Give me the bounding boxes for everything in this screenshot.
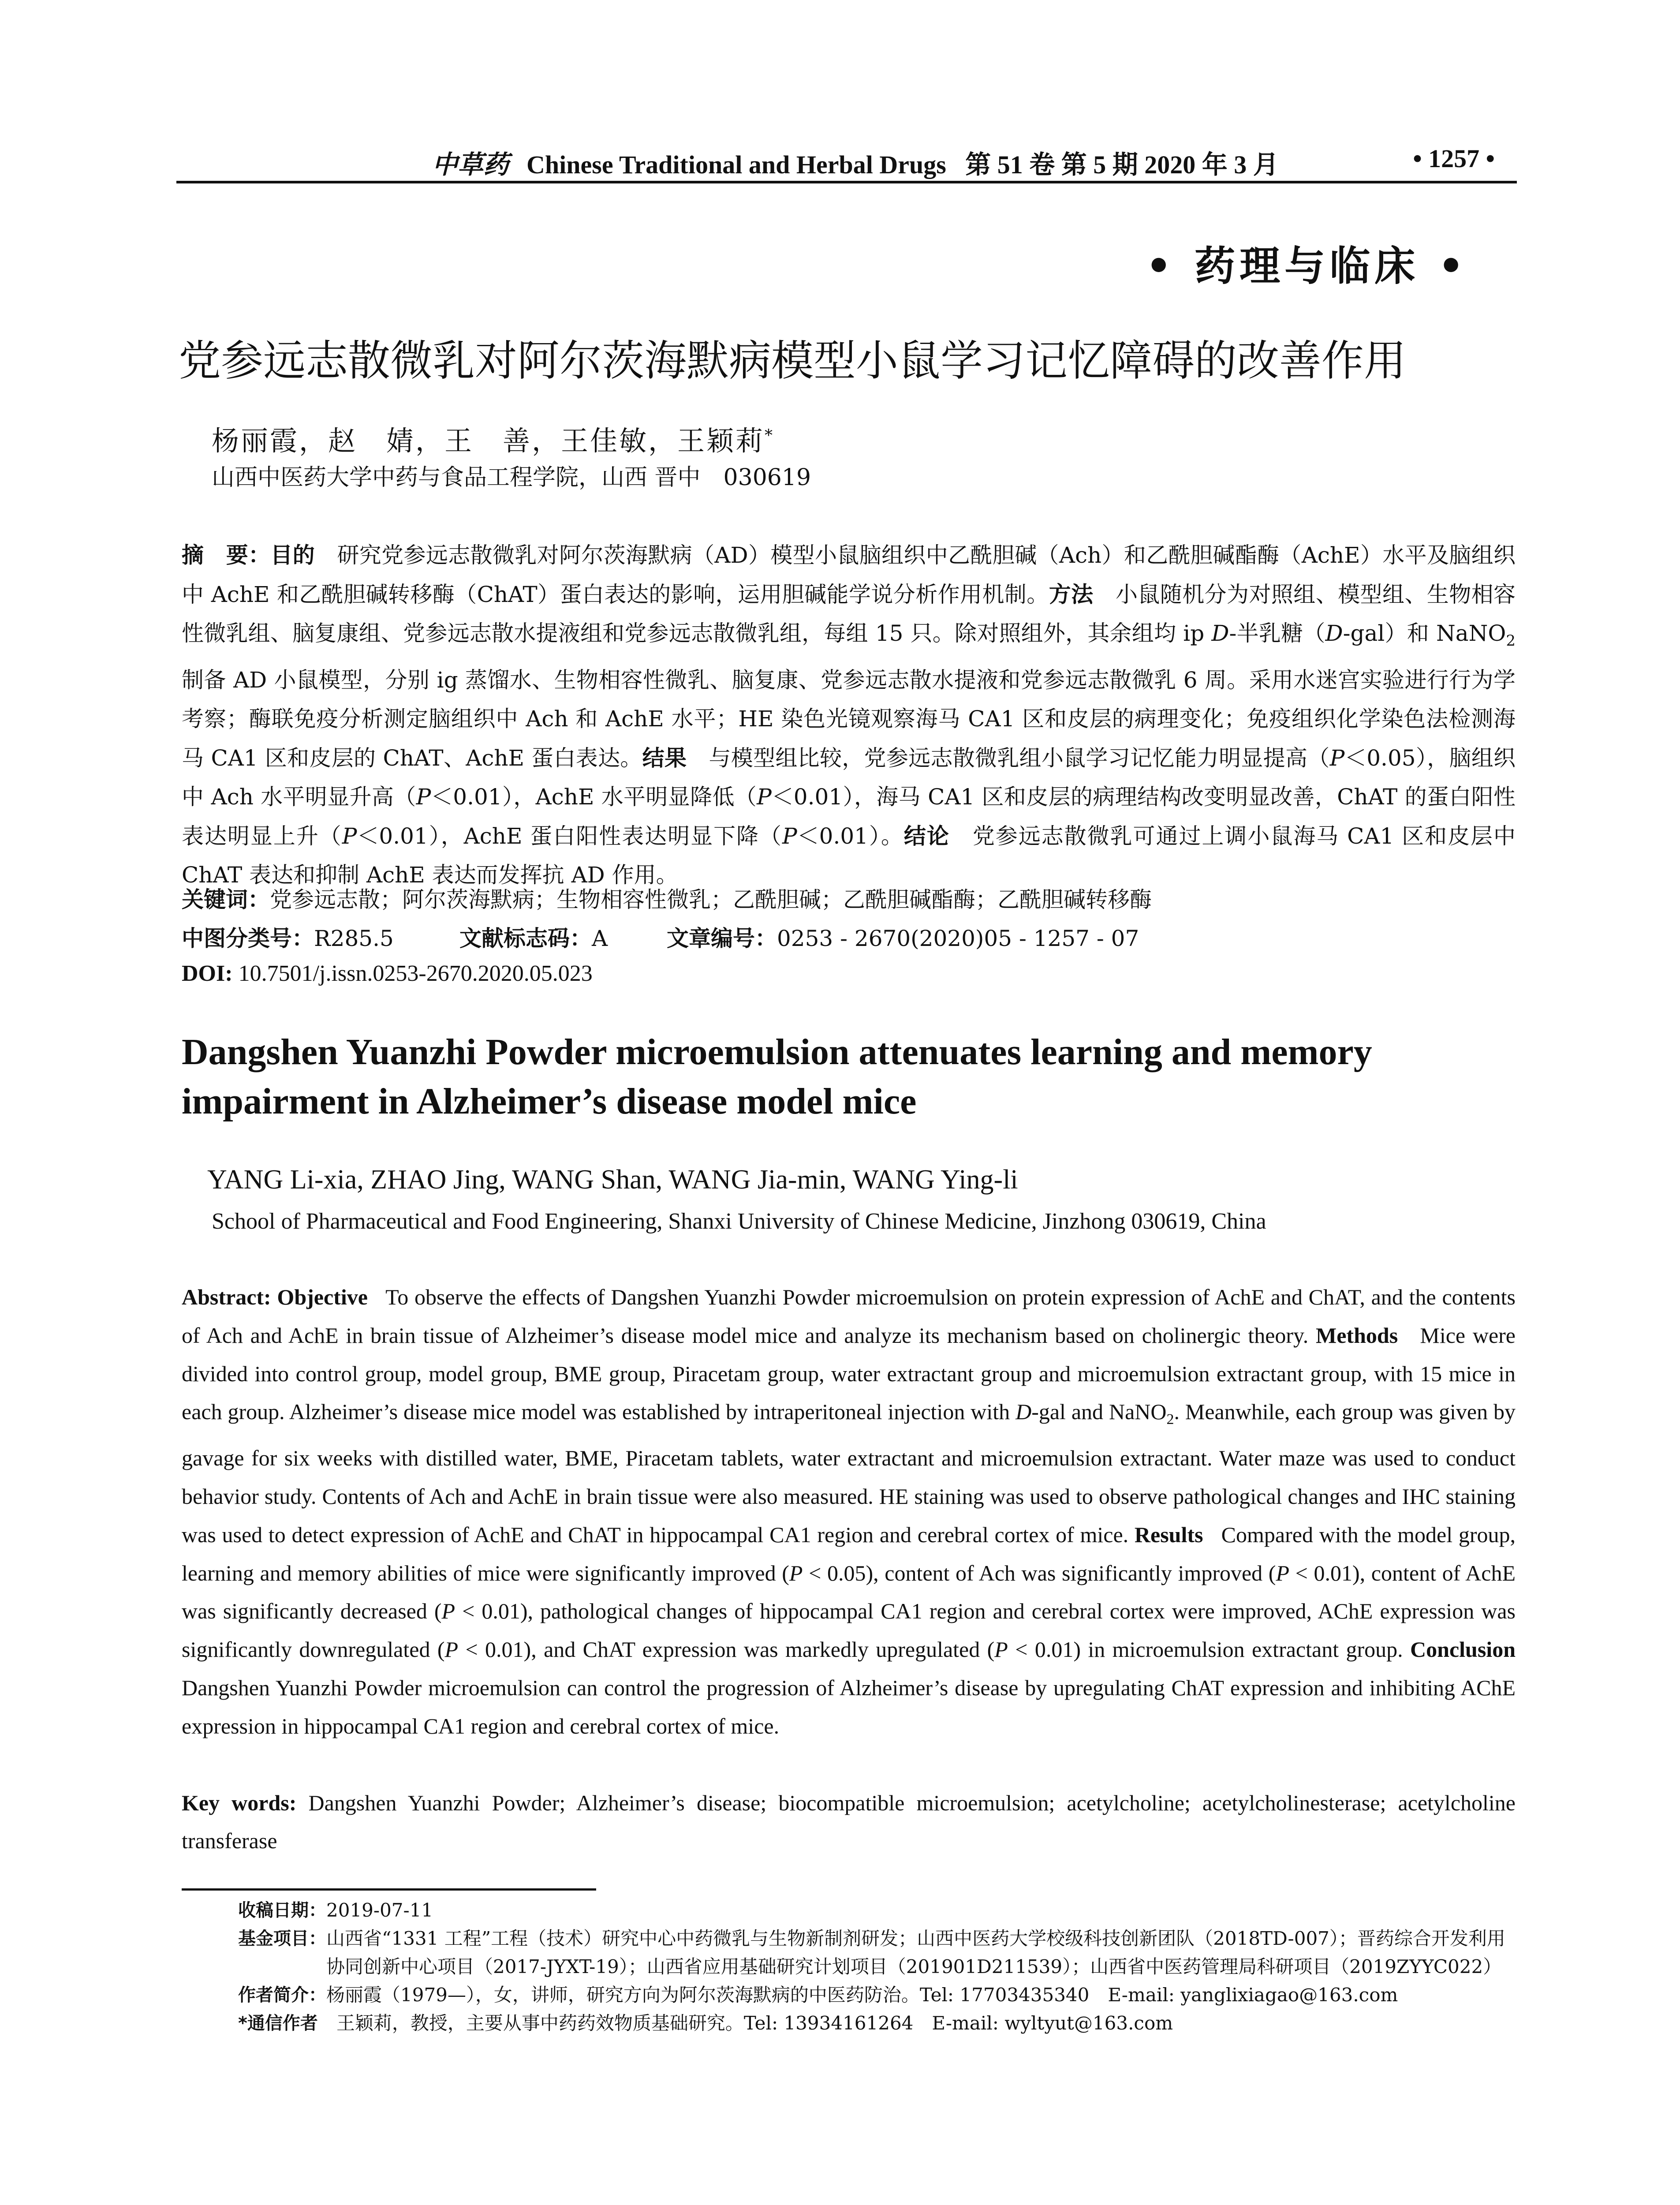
results-cn-6: ＜0.01）。 [797, 823, 904, 849]
article-number-label: 文章编号： [667, 926, 777, 951]
clc-label: 中图分类号： [182, 926, 314, 951]
results-en-2: < 0.05), content of Ach was significantly improved ( [803, 1560, 1276, 1585]
affiliation-en: School of Pharmaceutical and Food Engineering, Shanxi University of Chinese Medicine, Jinzhong 030619, China [212, 1209, 1266, 1234]
methods-cn-label: 方法 [1049, 581, 1094, 607]
footnote-label: 收稿日期： [238, 1900, 326, 1921]
keywords-en-label: Key words: [182, 1790, 297, 1815]
footnote-corresponding [238, 2009, 1517, 2037]
results-cn-3: ＜0.01），AchE 水平明显降低（ [431, 784, 757, 810]
article-number-value: 0253 - 2670(2020)05 - 1257 - 07 [777, 926, 1139, 951]
methods-cn-2: -半乳糖（ [1229, 620, 1325, 646]
journal-logo: 中草药 [432, 149, 509, 179]
abstract-en-label: Abstract: Objective [182, 1285, 368, 1309]
footnote-text: 杨丽霞（1979—），女，讲师，研究方向为阿尔茨海默病的中医药防治。Tel: 17703435340 E-mail: yanglixiagao@163.com [326, 1984, 1398, 2006]
methods-en-3: . Meanwhile, each group was given by gavage for six weeks with distilled water, BME, Piracetam tablets, water extractant and microemulsion extractant. Water maze was used to conduct behavior study. Contents of Ach and AchE in brain tissue were also measured. HE staining was used to observe pathological changes and IHC staining was used to detect expression of AchE and ChAT in hippocampal CA1 region and cerebral cortex of mice. [182, 1399, 1516, 1547]
dgal-italic-2: D [1325, 620, 1343, 646]
p-italic: P [416, 784, 431, 810]
keywords-en-text: Dangshen Yuanzhi Powder; Alzheimer’s disease; biocompatible microemulsion; acetylcholine; acetylcholinesterase; acetylcholine transferase [182, 1790, 1516, 1853]
journal-line: Chinese Traditional and Herbal Drugs 第 51 卷 第 5 期 2020 年 3 月 [526, 150, 1279, 179]
abstract-cn-label: 摘 要： [182, 542, 271, 568]
objective-cn: 研究党参远志散微乳对阿尔茨海默病（AD）模型小鼠脑组织中乙酰胆碱（Ach）和乙酰胆碱酯酶（AchE）水平及脑组织中 AchE 和乙酰胆碱转移酶（ChAT）蛋白表达的影响，运用胆碱能学说分析作用机制。 [182, 542, 1516, 607]
section-label: • 药理与临床 • [1146, 242, 1468, 290]
footnote-text: 2019-07-11 [326, 1899, 433, 1921]
authors-en: YANG Li-xia, ZHAO Jing, WANG Shan, WANG Jia-min, WANG Ying-li [207, 1165, 1018, 1195]
footnotes [238, 1896, 1517, 2037]
footnote-label: 基金项目： [238, 1928, 326, 1949]
results-cn-label: 结果 [642, 745, 687, 771]
footnote-text: 山西省“1331 工程”工程（技术）研究中心中药微乳与生物新制剂研发；山西中医药大学校级科技创新团队（2018TD-007）；晋药综合开发利用协同创新中心项目（2017-JYXT-19）；山西省应用基础研究计划项目（201901D211539）；山西省中医药管理局科研项目（2019ZYYC022） [326, 1928, 1505, 1977]
doc-code-label: 文献标志码： [459, 926, 592, 951]
p-italic: P [1329, 745, 1345, 771]
corresponding-mark: * [765, 426, 775, 445]
footnote-label: *通信作者 [238, 2013, 318, 2033]
affiliation-cn: 山西中医药大学中药与食品工程学院，山西 晋中 030619 [212, 464, 811, 491]
results-cn-2: ＜0.05），脑组织中 Ach 水平明显升高（ [182, 745, 1516, 810]
p-italic-en: P [444, 1637, 459, 1662]
dgal-italic-1: D [1211, 620, 1229, 646]
footnote-author-bio [238, 1981, 1517, 2009]
results-cn-1: 与模型组比较，党参远志散微乳组小鼠学习记忆能力明显提高（ [687, 745, 1330, 771]
p-italic-en: P [1276, 1560, 1290, 1585]
results-cn-4: ＜0.01），海马 CA1 区和皮层的病理结构改变明显改善，ChAT 的蛋白阳性表达明显上升（ [182, 784, 1516, 849]
footnote-label: 作者简介： [238, 1985, 326, 2005]
title-cn: 党参远志散微乳对阿尔茨海默病模型小鼠学习记忆障碍的改善作用 [179, 336, 1406, 385]
keywords-cn-label: 关键词： [182, 887, 270, 912]
p-italic-en: P [994, 1637, 1008, 1662]
keywords-cn [182, 882, 1516, 914]
keywords-cn-text: 党参远志散；阿尔茨海默病；生物相容性微乳；乙酰胆碱；乙酰胆碱酯酶；乙酰胆碱转移酶 [270, 887, 1152, 912]
d-italic: D [1015, 1399, 1032, 1424]
conclusion-cn-label: 结论 [903, 823, 950, 849]
methods-en-2: -gal and NaNO [1031, 1399, 1167, 1424]
methods-en-1: Mice were divided into control group, model group, BME group, Piracetam group, water extractant group and microemulsion extractant group, with 15 mice in each group. Alzheimer’s disease mice model was established by intraperitoneal injection with [182, 1323, 1521, 1424]
running-header [176, 141, 1517, 183]
classification-line [182, 921, 1516, 953]
footnote-funding [238, 1925, 1517, 1981]
results-en-1: Compared with the model group, learning and memory abilities of mice were significantly improved ( [182, 1522, 1521, 1585]
doc-code-value: A [592, 926, 608, 951]
conclusion-en: Dangshen Yuanzhi Powder microemulsion can control the progression of Alzheimer’s disease by upregulating ChAT expression and inhibiting AChE expression in hippocampal CA1 region and cerebral cortex of mice. [182, 1637, 1532, 1738]
doi-line [182, 960, 593, 987]
results-en-6: < 0.01) in microemulsion extractant group. [1008, 1637, 1411, 1662]
nano2-subscript: 2 [1506, 632, 1516, 650]
doi-label: DOI: [182, 961, 233, 986]
title-en: Dangshen Yuanzhi Powder microemulsion attenuates learning and memory impairment in Alzheimer’s disease model mice [182, 1031, 1372, 1122]
clc-value: R285.5 [314, 926, 394, 951]
nano2-subscript-en: 2 [1166, 1411, 1174, 1428]
authors-cn [212, 419, 774, 458]
p-italic: P [342, 823, 357, 849]
results-cn-5: ＜0.01），AchE 蛋白阳性表达明显下降（ [357, 823, 782, 849]
abstract-en [182, 1278, 1532, 1745]
authors-cn-names: 杨丽霞，赵 婧，王 善，王佳敏，王颖莉 [212, 425, 765, 457]
page-number: • 1257 • [1413, 144, 1495, 173]
results-en-5: < 0.01), and ChAT expression was markedly upregulated ( [458, 1637, 995, 1662]
results-en-3: < 0.01), content of AchE was significantly decreased ( [182, 1560, 1516, 1624]
results-en-label: Results [1134, 1522, 1203, 1547]
conclusion-en-label: Conclusion [1410, 1637, 1516, 1662]
footnote-rule [182, 1888, 596, 1891]
objective-en: To observe the effects of Dangshen Yuanzhi Powder microemulsion on protein expression of AchE and ChAT, and the contents of Ach and AchE in brain tissue of Alzheimer’s disease model mice and analyze its mechanism based on cholinergic theory. [182, 1285, 1521, 1348]
p-italic-en: P [441, 1599, 455, 1624]
footnote-received [238, 1896, 1517, 1925]
abstract-cn [182, 536, 1523, 895]
journal-header [432, 144, 1279, 181]
p-italic: P [782, 823, 797, 849]
p-italic: P [757, 784, 772, 810]
results-en-4: < 0.01), pathological changes of hippocampal CA1 region and cerebral cortex were improved, AChE expression was significantly downregulated ( [182, 1599, 1516, 1662]
footnote-text: 王颖莉，教授，主要从事中药药效物质基础研究。Tel: 13934161264 E-mail: wyltyut@163.com [317, 2012, 1173, 2034]
methods-en-label: Methods [1316, 1323, 1398, 1348]
p-italic-en: P [789, 1560, 803, 1585]
doi-value: 10.7501/j.issn.0253-2670.2020.05.023 [238, 961, 593, 986]
conclusion-cn: 党参远志散微乳可通过上调小鼠海马 CA1 区和皮层中 ChAT 表达和抑制 AchE 表达而发挥抗 AD 作用。 [182, 823, 1523, 888]
methods-cn-1: 小鼠随机分为对照组、模型组、生物相容性微乳组、脑复康组、党参远志散水提液组和党参远志散微乳组，每组 15 只。除对照组外，其余组均 ip [182, 581, 1516, 646]
keywords-en [182, 1784, 1516, 1860]
methods-cn-3: -gal）和 NaNO [1343, 620, 1506, 646]
objective-cn-label: 目的 [270, 542, 315, 568]
methods-cn-4: 制备 AD 小鼠模型，分别 ig 蒸馏水、生物相容性微乳、脑复康、党参远志散水提液和党参远志散微乳 6 周。采用水迷宫实验进行行为学考察；酶联免疫分析测定脑组织中 Ach 和 AchE 水平；HE 染色光镜观察海马 CA1 区和皮层的病理变化；免疫组织化学染色法检测海马 CA1 区和皮层的 ChAT、AchE 蛋白表达。 [182, 667, 1516, 771]
